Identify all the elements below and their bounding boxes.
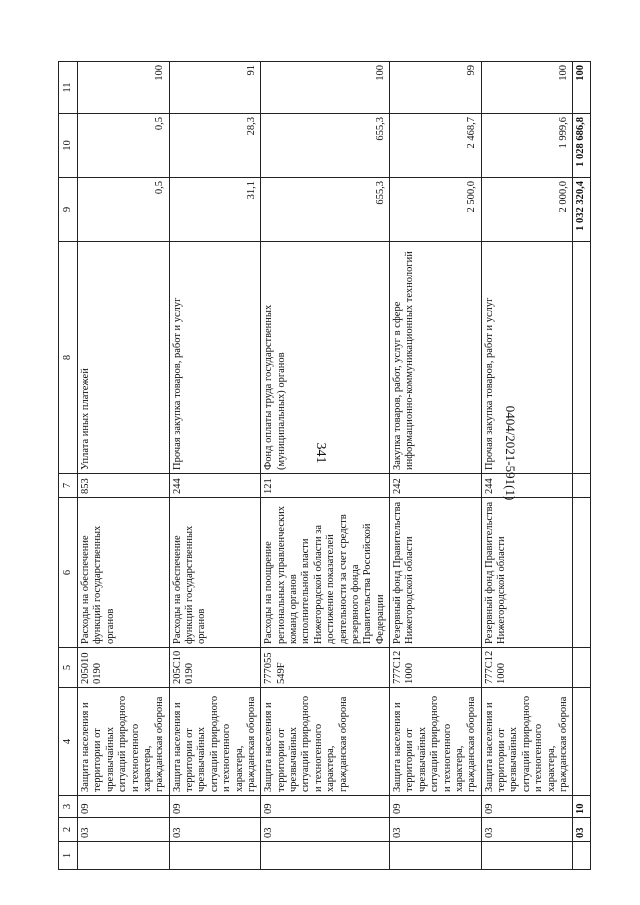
cell-section-name: Защита населения и территории от чрезвычайных ситуаций природного и техногенного характера, гражданская оборона bbox=[390, 688, 482, 796]
cell-section-name bbox=[573, 688, 590, 796]
cell-target-article: 205010 0190 bbox=[78, 648, 170, 688]
header-cell: 6 bbox=[59, 498, 78, 648]
cell-section-name: Защита населения и территории от чрезвычайных ситуаций природного и техногенного характера, гражданская оборона bbox=[169, 688, 261, 796]
cell-expense-name: Фонд оплаты труда государственных (муниципальных) органов bbox=[261, 242, 390, 474]
cell-expense-name: Уплата иных платежей bbox=[78, 242, 170, 474]
cell-expense-name: Прочая закупка товаров, работ и услуг bbox=[169, 242, 261, 474]
total-percent: 100 bbox=[573, 62, 590, 114]
cell-expense-name bbox=[573, 242, 590, 474]
cell-planned: 2 000,0 bbox=[481, 178, 573, 242]
cell-section: 03 bbox=[169, 818, 261, 842]
cell-target-article: 205С10 0190 bbox=[169, 648, 261, 688]
document-code: 0404/2021-591(1) bbox=[503, 405, 518, 501]
cell-num bbox=[169, 842, 261, 870]
header-cell: 2 bbox=[59, 818, 78, 842]
cell-target-article: 777С12 1000 bbox=[481, 648, 573, 688]
cell-section: 03 bbox=[481, 818, 573, 842]
cell-section: 03 bbox=[390, 818, 482, 842]
cell-target-article bbox=[573, 648, 590, 688]
cell-article-name: Резервный фонд Правительства Нижегородской области bbox=[481, 498, 573, 648]
cell-executed: 655,3 bbox=[261, 114, 390, 178]
cell-section: 03 bbox=[573, 818, 590, 842]
cell-section-name: Защита населения и территории от чрезвычайных ситуаций природного и техногенного характера, гражданская оборона bbox=[261, 688, 390, 796]
table-row bbox=[261, 62, 390, 870]
cell-section-name: Защита населения и территории от чрезвычайных ситуаций природного и техногенного характера, гражданская оборона bbox=[78, 688, 170, 796]
cell-planned: 0,5 bbox=[78, 178, 170, 242]
cell-section: 03 bbox=[261, 818, 390, 842]
header-cell: 3 bbox=[59, 796, 78, 818]
cell-num bbox=[261, 842, 390, 870]
cell-article-name: Расходы на поощрение региональных управленческих команд органов исполнительной власти Нижегородской области за достижение показателей деятельности за счет средств резервного фонда Правительства Российской Федерации bbox=[261, 498, 390, 648]
table-row bbox=[169, 62, 261, 870]
header-cell: 9 bbox=[59, 178, 78, 242]
table-row bbox=[481, 62, 573, 870]
cell-planned: 655,3 bbox=[261, 178, 390, 242]
cell-target-article: 777С12 1000 bbox=[390, 648, 482, 688]
cell-section-name: Защита населения и территории от чрезвычайных ситуаций природного и техногенного характера, гражданская оборона bbox=[481, 688, 573, 796]
cell-percent: 100 bbox=[78, 62, 170, 114]
header-cell: 8 bbox=[59, 242, 78, 474]
total-row bbox=[573, 62, 590, 870]
total-executed: 1 028 686,8 bbox=[573, 114, 590, 178]
cell-percent: 100 bbox=[481, 62, 573, 114]
cell-subsection: 09 bbox=[169, 796, 261, 818]
cell-expense-name: Прочая закупка товаров, работ и услуг bbox=[481, 242, 573, 474]
total-planned: 1 032 320,4 bbox=[573, 178, 590, 242]
header-cell: 5 bbox=[59, 648, 78, 688]
cell-subsection: 10 bbox=[573, 796, 590, 818]
cell-percent: 91 bbox=[169, 62, 261, 114]
cell-expense-type bbox=[573, 474, 590, 498]
table-row bbox=[78, 62, 170, 870]
cell-subsection: 09 bbox=[481, 796, 573, 818]
cell-planned: 31,1 bbox=[169, 178, 261, 242]
cell-target-article: 777055 549F bbox=[261, 648, 390, 688]
table-row bbox=[390, 62, 482, 870]
header-cell: 1 bbox=[59, 842, 78, 870]
cell-subsection: 09 bbox=[261, 796, 390, 818]
cell-num bbox=[481, 842, 573, 870]
cell-executed: 1 999,6 bbox=[481, 114, 573, 178]
cell-percent: 99 bbox=[390, 62, 482, 114]
cell-num bbox=[390, 842, 482, 870]
cell-expense-type: 244 bbox=[481, 474, 573, 498]
cell-article-name: Расходы на обеспечение функций государственных органов bbox=[169, 498, 261, 648]
header-cell: 4 bbox=[59, 688, 78, 796]
cell-percent: 100 bbox=[261, 62, 390, 114]
header-cell: 10 bbox=[59, 114, 78, 178]
page-number: 341 bbox=[313, 442, 328, 464]
cell-num bbox=[573, 842, 590, 870]
header-cell: 11 bbox=[59, 62, 78, 114]
cell-article-name: Расходы на обеспечение функций государственных органов bbox=[78, 498, 170, 648]
cell-expense-type: 121 bbox=[261, 474, 390, 498]
cell-executed: 2 468,7 bbox=[390, 114, 482, 178]
cell-section: 03 bbox=[78, 818, 170, 842]
header-cell: 7 bbox=[59, 474, 78, 498]
cell-subsection: 09 bbox=[390, 796, 482, 818]
cell-expense-type: 244 bbox=[169, 474, 261, 498]
cell-article-name: Резервный фонд Правительства Нижегородской области bbox=[390, 498, 482, 648]
cell-expense-type: 242 bbox=[390, 474, 482, 498]
header-row bbox=[59, 62, 78, 870]
cell-num bbox=[78, 842, 170, 870]
cell-planned: 2 500,0 bbox=[390, 178, 482, 242]
cell-expense-name: Закупка товаров, работ, услуг в сфере информационно-коммуникационных технологий bbox=[390, 242, 482, 474]
cell-expense-type: 853 bbox=[78, 474, 170, 498]
cell-article-name bbox=[573, 498, 590, 648]
cell-subsection: 09 bbox=[78, 796, 170, 818]
cell-executed: 28,3 bbox=[169, 114, 261, 178]
cell-executed: 0,5 bbox=[78, 114, 170, 178]
